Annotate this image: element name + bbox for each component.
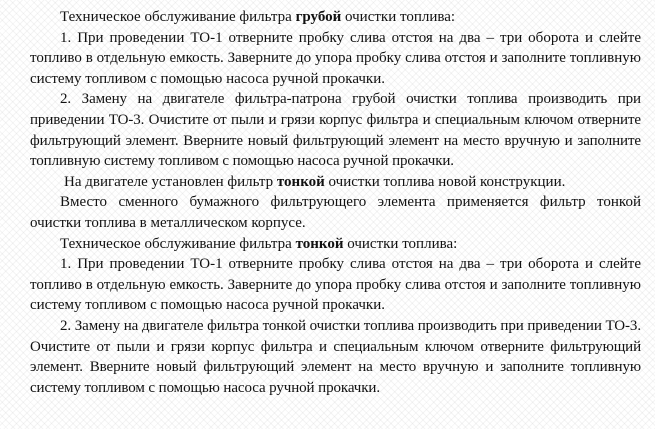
fine-note-suffix: очистки топлива новой конструкции.	[324, 173, 566, 190]
coarse-filter-step-2: 2. Замену на двигателе фильтра-патрона грубой очистки топлива производить при приведении ТО-3. Очистите от пыли и грязи корпус фильтра и специальным ключом отверните фильтрующий элемент. Вверните новый фильтрующий элемент на место вручную и заполните топливную систему топливом с помощью насоса ручной прокачки.	[30, 91, 641, 170]
fine-heading-suffix: очистки топлива:	[343, 235, 458, 252]
coarse-filter-heading	[30, 7, 641, 28]
fine-filter-note	[30, 172, 641, 193]
coarse-heading-prefix: Техническое обслуживание фильтра	[60, 9, 296, 25]
coarse-filter-step-1: 1. При проведении ТО-1 отверните пробку слива отстоя на два – три оборота и слейте топливо в отдельную емкость. Заверните до упора пробку слива отстоя и заполните топливную систему топливом с помощью насоса ручной прокачки.	[30, 29, 641, 87]
fine-filter-step-1: 1. При проведении ТО-1 отверните пробку слива отстоя на два – три оборота и слейте топливо в отдельную емкость. Заверните до упора пробку слива отстоя и заполните топливную систему топливом с помощью насоса ручной прокачки.	[30, 256, 641, 314]
fine-filter-heading	[30, 234, 641, 255]
coarse-heading-suffix: очистки топлива:	[341, 9, 456, 25]
fine-note-prefix: На двигателе установлен фильтр	[64, 173, 277, 190]
coarse-heading-bold: грубой	[295, 9, 342, 25]
fine-note-bold: тонкой	[276, 173, 325, 190]
fine-heading-bold: тонкой	[295, 235, 344, 252]
fine-filter-note-2: Вместо сменного бумажного фильтрующего элемента применяется фильтр тонкой очистки топлива в металлическом корпусе.	[30, 194, 641, 231]
fine-filter-step-2: 2. Замену на двигателе фильтра тонкой очистки топлива производить при приведении ТО-3. Очистите от пыли и грязи корпус фильтра и специальным ключом отверните фильтрующий элемент. Вверните новый фильтрующий элемент на место вручную и заполните топливную систему топливом с помощью насоса ручной прокачки.	[30, 317, 641, 396]
fine-heading-prefix: Техническое обслуживание фильтра	[60, 235, 296, 252]
